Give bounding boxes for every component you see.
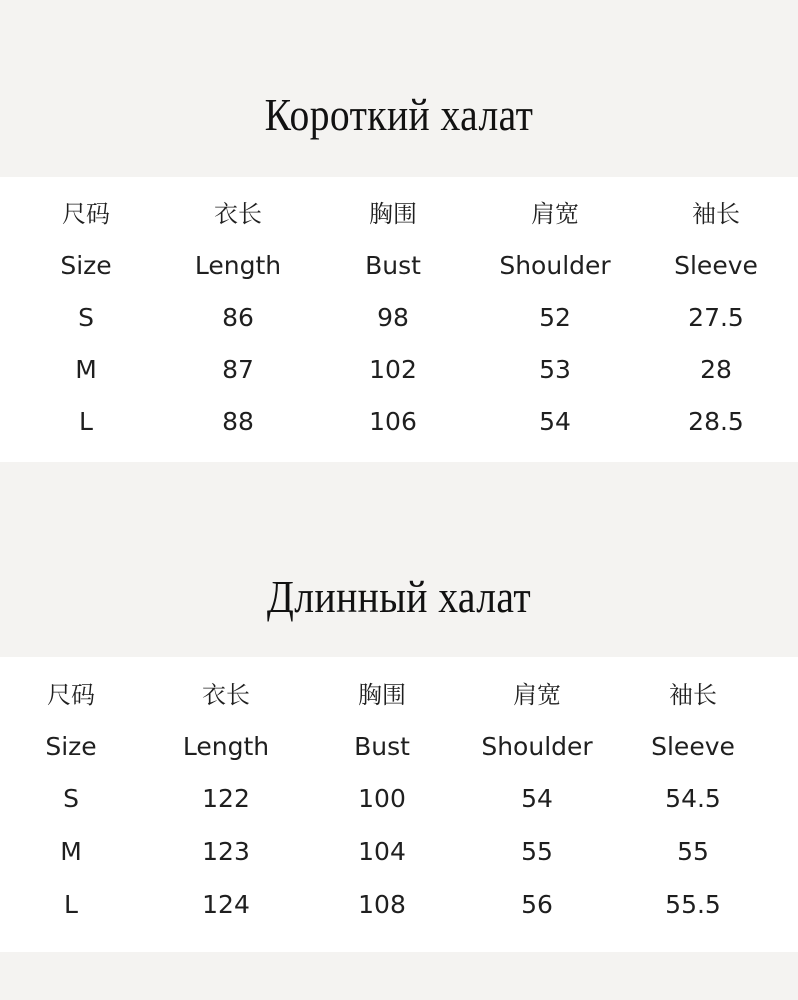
cell-shoulder: 54: [539, 407, 571, 436]
table-row: [0, 298, 798, 338]
table-row: [0, 832, 798, 872]
cell-shoulder: 56: [521, 890, 553, 919]
short-robe-title: Короткий халат: [264, 89, 534, 140]
header-cn-length: 衣长: [202, 681, 250, 709]
cell-bust: 106: [369, 407, 417, 436]
header-cn-bust: 胸围: [369, 200, 417, 228]
header-en-size: Size: [60, 251, 112, 280]
cell-sleeve: 54.5: [665, 784, 721, 813]
table-row: [0, 350, 798, 390]
header-cn-size: 尺码: [47, 681, 95, 709]
cell-length: 122: [202, 784, 250, 813]
cell-sleeve: 27.5: [688, 303, 744, 332]
cell-length: 86: [222, 303, 254, 332]
long-robe-title: Длинный халат: [266, 571, 532, 622]
cell-bust: 100: [358, 784, 406, 813]
cell-sleeve: 28.5: [688, 407, 744, 436]
short-robe-size-table: [0, 177, 798, 462]
header-cn-sleeve: 袖长: [669, 681, 717, 709]
cell-size: M: [75, 355, 97, 384]
cell-shoulder: 54: [521, 784, 553, 813]
cell-sleeve: 55.5: [665, 890, 721, 919]
header-en-bust: Bust: [365, 251, 421, 280]
cell-length: 124: [202, 890, 250, 919]
cell-sleeve: 28: [700, 355, 732, 384]
cell-length: 87: [222, 355, 254, 384]
header-row-cn: [0, 194, 798, 234]
header-cn-shoulder: 肩宽: [513, 681, 561, 709]
cell-size: S: [63, 784, 79, 813]
header-en-bust: Bust: [354, 732, 410, 761]
header-cn-bust: 胸围: [358, 681, 406, 709]
header-cn-length: 衣长: [214, 200, 262, 228]
header-row-cn: [0, 675, 798, 715]
header-cn-shoulder: 肩宽: [531, 200, 579, 228]
header-cn-sleeve: 袖长: [692, 200, 740, 228]
header-en-shoulder: Shoulder: [481, 732, 593, 761]
table-row: [0, 885, 798, 925]
header-row-en: [0, 727, 798, 767]
cell-size: L: [79, 407, 93, 436]
header-en-shoulder: Shoulder: [499, 251, 611, 280]
header-en-sleeve: Sleeve: [651, 732, 735, 761]
cell-bust: 102: [369, 355, 417, 384]
cell-shoulder: 52: [539, 303, 571, 332]
long-robe-size-table: [0, 657, 798, 952]
header-cn-size: 尺码: [62, 200, 110, 228]
cell-shoulder: 55: [521, 837, 553, 866]
cell-size: S: [78, 303, 94, 332]
cell-length: 123: [202, 837, 250, 866]
table-row: [0, 402, 798, 442]
header-en-size: Size: [45, 732, 97, 761]
cell-bust: 108: [358, 890, 406, 919]
cell-sleeve: 55: [677, 837, 709, 866]
header-en-length: Length: [182, 732, 270, 761]
cell-size: L: [64, 890, 78, 919]
table-row: [0, 779, 798, 819]
cell-size: M: [60, 837, 82, 866]
header-row-en: [0, 246, 798, 286]
cell-bust: 104: [358, 837, 406, 866]
header-en-sleeve: Sleeve: [674, 251, 758, 280]
cell-bust: 98: [377, 303, 409, 332]
cell-length: 88: [222, 407, 254, 436]
header-en-length: Length: [194, 251, 282, 280]
cell-shoulder: 53: [539, 355, 571, 384]
